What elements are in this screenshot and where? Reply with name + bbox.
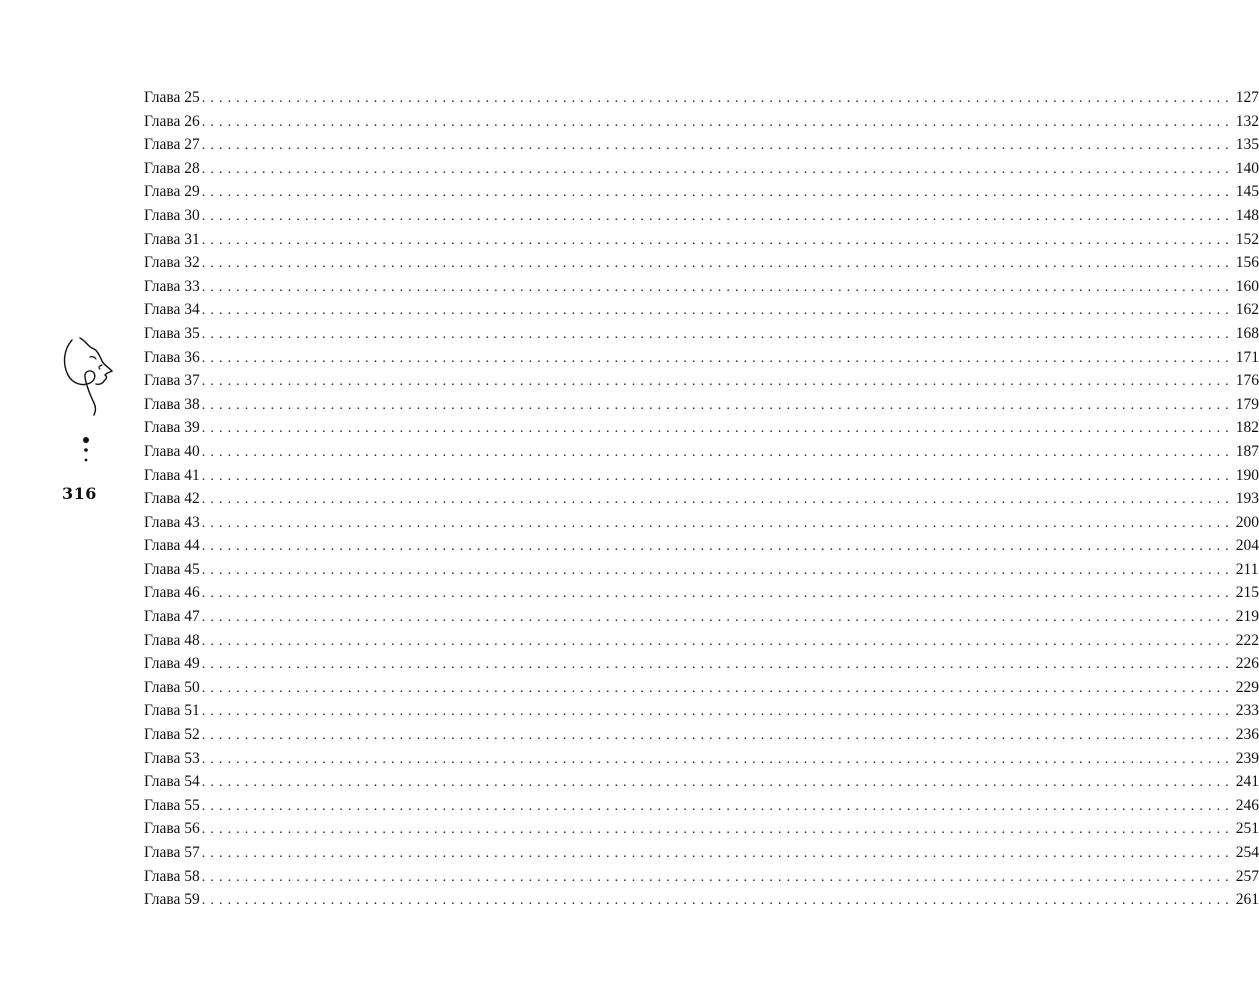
- toc-entry: [144, 841, 1259, 865]
- toc-entry-title: Глава 32: [144, 254, 200, 272]
- toc-leader-dots: ........................................................................................................................: [201, 468, 1234, 484]
- toc-entry-title: Глава 55: [144, 796, 200, 814]
- toc-entry-page: 176: [1235, 372, 1259, 390]
- toc-entry-title: Глава 58: [144, 867, 200, 885]
- toc-leader-dots: ........................................................................................................................: [201, 680, 1234, 696]
- toc-entry-title: Глава 54: [144, 773, 200, 791]
- toc-entry-title: Глава 38: [144, 395, 200, 413]
- toc-leader-dots: ........................................................................................................................: [201, 586, 1234, 602]
- toc-entry-page: 211: [1235, 560, 1259, 578]
- toc-entry-page: 219: [1235, 608, 1259, 626]
- toc-leader-dots: ........................................................................................................................: [201, 869, 1234, 885]
- toc-entry-page: 152: [1235, 230, 1259, 248]
- toc-entry: [144, 110, 1259, 134]
- toc-entry: [144, 865, 1259, 889]
- toc-entry: [144, 86, 1259, 110]
- toc-entry-page: 251: [1235, 820, 1259, 838]
- toc-entry-page: 156: [1235, 254, 1259, 272]
- toc-entry-title: Глава 50: [144, 678, 200, 696]
- toc-entry: [144, 298, 1259, 322]
- toc-entry-title: Глава 30: [144, 206, 200, 224]
- toc-entry: [144, 440, 1259, 464]
- toc-leader-dots: ........................................................................................................................: [201, 728, 1234, 744]
- toc-entry: [144, 817, 1259, 841]
- toc-entry: [144, 629, 1259, 653]
- toc-leader-dots: ........................................................................................................................: [201, 704, 1234, 720]
- toc-entry-title: Глава 34: [144, 301, 200, 319]
- page-number: 316: [62, 484, 97, 503]
- toc-entry: [144, 652, 1259, 676]
- toc-entry: [144, 322, 1259, 346]
- toc-entry: [144, 581, 1259, 605]
- toc-entry-title: Глава 56: [144, 820, 200, 838]
- toc-entry-title: Глава 39: [144, 419, 200, 437]
- toc-leader-dots: ........................................................................................................................: [201, 256, 1234, 272]
- toc-leader-dots: ........................................................................................................................: [201, 279, 1234, 295]
- table-of-contents: [144, 86, 1259, 912]
- toc-entry-title: Глава 25: [144, 89, 200, 106]
- toc-entry: [144, 133, 1259, 157]
- toc-entry-page: 226: [1235, 655, 1259, 673]
- toc-entry-title: Глава 45: [144, 560, 200, 578]
- toc-entry-title: Глава 36: [144, 348, 200, 366]
- toc-entry: [144, 676, 1259, 700]
- toc-entry-page: 190: [1235, 466, 1259, 484]
- toc-entry-page: 187: [1235, 442, 1259, 460]
- toc-leader-dots: ........................................................................................................................: [201, 138, 1234, 154]
- toc-entry-page: 254: [1235, 844, 1259, 861]
- toc-entry-page: 222: [1235, 631, 1259, 649]
- toc-entry: [144, 699, 1259, 723]
- toc-entry-page: 200: [1235, 513, 1259, 531]
- toc-entry: [144, 558, 1259, 582]
- toc-entry: [144, 157, 1259, 181]
- toc-entry: [144, 369, 1259, 393]
- toc-entry-title: Глава 27: [144, 136, 200, 154]
- toc-leader-dots: ........................................................................................................................: [201, 374, 1234, 390]
- toc-entry-page: 160: [1235, 277, 1259, 295]
- toc-entry-page: 148: [1235, 206, 1259, 224]
- toc-leader-dots: ........................................................................................................................: [201, 751, 1234, 767]
- toc-entry: [144, 393, 1259, 417]
- toc-leader-dots: ........................................................................................................................: [201, 421, 1234, 437]
- toc-leader-dots: ........................................................................................................................: [201, 208, 1234, 224]
- toc-entry-page: 246: [1235, 796, 1259, 814]
- toc-entry-title: Глава 37: [144, 372, 200, 390]
- toc-leader-dots: ........................................................................................................................: [201, 303, 1234, 319]
- toc-leader-dots: ........................................................................................................................: [201, 515, 1234, 531]
- toc-entry-page: 179: [1235, 395, 1259, 413]
- toc-leader-dots: ........................................................................................................................: [201, 846, 1234, 861]
- toc-entry-page: 140: [1235, 159, 1259, 177]
- toc-entry-page: 233: [1235, 702, 1259, 720]
- toc-entry-page: 145: [1235, 183, 1259, 201]
- toc-leader-dots: ........................................................................................................................: [201, 562, 1234, 578]
- toc-entry-title: Глава 48: [144, 631, 200, 649]
- toc-entry: [144, 251, 1259, 275]
- toc-entry-title: Глава 51: [144, 702, 200, 720]
- toc-entry: [144, 228, 1259, 252]
- toc-leader-dots: ........................................................................................................................: [201, 161, 1234, 177]
- toc-leader-dots: ........................................................................................................................: [201, 91, 1234, 106]
- toc-entry-title: Глава 28: [144, 159, 200, 177]
- toc-entry: [144, 346, 1259, 370]
- toc-entry-page: 261: [1235, 891, 1259, 909]
- toc-entry: [144, 180, 1259, 204]
- toc-entry-page: 135: [1235, 136, 1259, 154]
- toc-entry-page: 127: [1235, 89, 1259, 106]
- toc-entry-page: 193: [1235, 490, 1259, 508]
- toc-entry: [144, 723, 1259, 747]
- toc-entry: [144, 511, 1259, 535]
- toc-leader-dots: ........................................................................................................................: [201, 350, 1234, 366]
- toc-leader-dots: ........................................................................................................................: [201, 633, 1234, 649]
- toc-entry-title: Глава 31: [144, 230, 200, 248]
- toc-entry-title: Глава 35: [144, 324, 200, 342]
- toc-entry-page: 229: [1235, 678, 1259, 696]
- toc-entry-title: Глава 57: [144, 844, 200, 861]
- toc-leader-dots: ........................................................................................................................: [201, 492, 1234, 508]
- toc-leader-dots: ........................................................................................................................: [201, 775, 1234, 791]
- toc-entry: [144, 275, 1259, 299]
- toc-entry-page: 132: [1235, 112, 1259, 130]
- toc-entry-page: 236: [1235, 726, 1259, 744]
- toc-leader-dots: ........................................................................................................................: [201, 822, 1234, 838]
- toc-entry-title: Глава 49: [144, 655, 200, 673]
- toc-leader-dots: ........................................................................................................................: [201, 185, 1234, 201]
- toc-entry: [144, 747, 1259, 771]
- toc-entry: [144, 794, 1259, 818]
- toc-leader-dots: ........................................................................................................................: [201, 326, 1234, 342]
- toc-entry: [144, 204, 1259, 228]
- toc-entry-page: 168: [1235, 324, 1259, 342]
- toc-entry: [144, 416, 1259, 440]
- toc-entry: [144, 770, 1259, 794]
- toc-entry-title: Глава 44: [144, 537, 200, 555]
- toc-entry: [144, 605, 1259, 629]
- toc-entry-title: Глава 46: [144, 584, 200, 602]
- toc-leader-dots: ........................................................................................................................: [201, 444, 1234, 460]
- toc-leader-dots: ........................................................................................................................: [201, 397, 1234, 413]
- toc-leader-dots: ........................................................................................................................: [201, 798, 1234, 814]
- toc-leader-dots: ........................................................................................................................: [201, 539, 1234, 555]
- toc-entry-page: 241: [1235, 773, 1259, 791]
- toc-entry-title: Глава 29: [144, 183, 200, 201]
- toc-leader-dots: ........................................................................................................................: [201, 893, 1234, 909]
- toc-entry-title: Глава 43: [144, 513, 200, 531]
- toc-leader-dots: ........................................................................................................................: [201, 610, 1234, 626]
- toc-leader-dots: ........................................................................................................................: [201, 657, 1234, 673]
- toc-entry-title: Глава 40: [144, 442, 200, 460]
- toc-entry-page: 162: [1235, 301, 1259, 319]
- toc-entry-page: 215: [1235, 584, 1259, 602]
- toc-entry-page: 204: [1235, 537, 1259, 555]
- face-profile-ornament: [58, 335, 120, 419]
- toc-entry-title: Глава 41: [144, 466, 200, 484]
- toc-entry: [144, 888, 1259, 912]
- toc-entry-title: Глава 53: [144, 749, 200, 767]
- toc-entry: [144, 487, 1259, 511]
- toc-entry: [144, 464, 1259, 488]
- toc-entry-title: Глава 47: [144, 608, 200, 626]
- toc-entry-title: Глава 52: [144, 726, 200, 744]
- toc-entry-title: Глава 33: [144, 277, 200, 295]
- toc-entry: [144, 534, 1259, 558]
- toc-leader-dots: ........................................................................................................................: [201, 232, 1234, 248]
- toc-entry-page: 182: [1235, 419, 1259, 437]
- toc-entry-title: Глава 26: [144, 112, 200, 130]
- toc-leader-dots: ........................................................................................................................: [201, 114, 1234, 130]
- vertical-dots-ornament: [80, 436, 92, 466]
- toc-entry-page: 171: [1235, 348, 1259, 366]
- toc-entry-title: Глава 59: [144, 891, 200, 909]
- toc-entry-page: 239: [1235, 749, 1259, 767]
- toc-entry-title: Глава 42: [144, 490, 200, 508]
- toc-entry-page: 257: [1235, 867, 1259, 885]
